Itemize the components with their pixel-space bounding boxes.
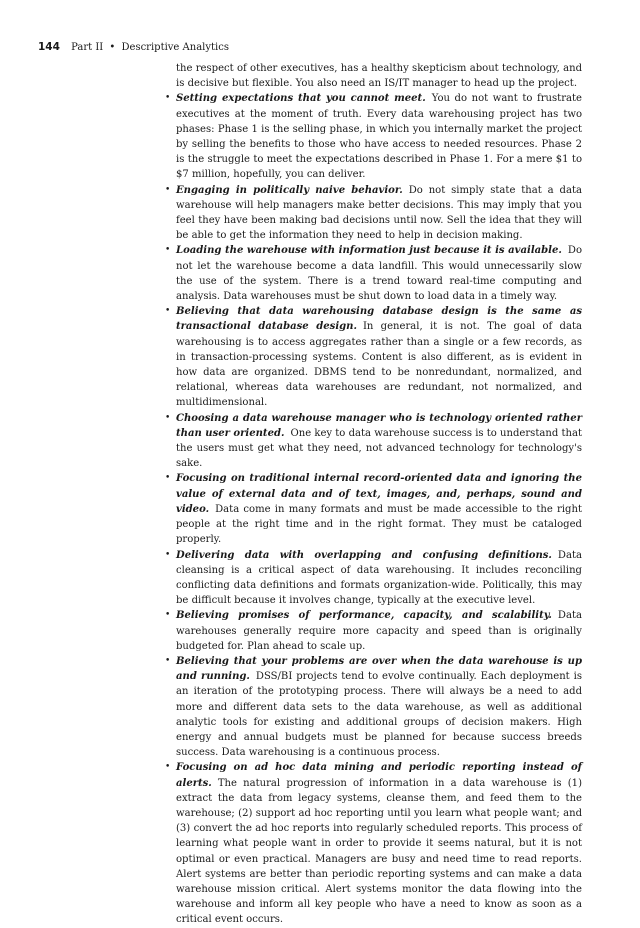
bullet-icon: • [165, 473, 171, 484]
pitfall-title: Choosing a data warehouse manager who is technology oriented rather than user oriented. [176, 412, 582, 439]
pitfall-title: Loading the warehouse with information just because it is available. [176, 245, 562, 257]
pitfall-title: Setting expectations that you cannot meet. [176, 93, 426, 105]
pitfall-body: DSS/BI projects tend to evolve continually. Each deployment is an iteration of the prototyping process. There will always be a need to add more and different data sets to the data warehouse, as well as additional analytic tools for existing and additional groups of decision makers. High energy and annual budgets must be planned for because success breeds success. Data warehousing is a continuous process. [176, 671, 582, 759]
pitfall-body: Do not simply state that a data warehouse will help managers make better decisions. This may imply that you feel they have been making bad decisions until now. Sell the idea that they will be able to get the information they need to help in decision making. [176, 184, 582, 242]
pitfall-title: Focusing on traditional internal record-oriented data and ignoring the value of external data and of text, images, and, perhaps, sound and video. [176, 473, 582, 515]
pitfall-item [165, 91, 582, 182]
bullet-icon: • [165, 610, 171, 621]
pitfall-item [165, 304, 582, 410]
pitfall-item [165, 760, 582, 927]
pitfall-body: The natural progression of information in a data warehouse is (1) extract the data from legacy systems, cleanse them, and feed them to the warehouse; (2) support ad hoc reporting until you learn what people want; and (3) convert the ad hoc reports into regularly scheduled reports. This process of learning what people want in order to provide it seems natural, but it is not optimal or even practical. Managers are busy and need time to read reports. Alert systems are better than periodic reporting systems and can make a data warehouse mission critical. Alert systems monitor the data flowing into the warehouse and inform all key people who have a need to know as soon as a critical event occurs. [176, 777, 582, 926]
bullet-icon: • [165, 549, 171, 560]
pitfall-item [165, 471, 582, 547]
pitfall-title: Delivering data with overlapping and confusing definitions. [176, 549, 552, 561]
bullet-icon: • [165, 655, 171, 666]
pitfall-body: One key to data warehouse success is to understand that the users must get what they need, not advanced technology for technology's sake. [176, 427, 583, 470]
part-label: Part II [71, 42, 104, 53]
pitfall-body: Data come in many formats and must be made accessible to the right people at the right time and in the right format. They must be cataloged properly. [176, 503, 582, 546]
pitfall-title: Believing that data warehousing database design is the same as transactional database design. [176, 306, 582, 333]
pitfall-body: Do not let the warehouse become a data landfill. This would unnecessarily slow the use of the system. There is a trend toward real-time computing and analysis. Data warehouses must be shut down to load data in a timely way. [176, 245, 582, 303]
page-number: 144 [38, 41, 60, 53]
pitfall-item [165, 411, 583, 472]
bullet-icon: • [165, 184, 171, 195]
bullet-icon: • [165, 762, 171, 773]
intro-paragraph: the respect of other executives, has a healthy skepticism about technology, and is decisive but flexible. You also need an IS/IT manager to head up the project. [176, 63, 582, 90]
pitfall-item [165, 608, 582, 654]
pitfall-item [165, 243, 582, 304]
pitfall-body: You do not want to frustrate executives at the moment of truth. Every data warehousing project has two phases: Phase 1 is the selling phase, in which you internally market the project by selling the benefits to those who have access to needed resources. Phase 2 is the struggle to meet the expectations described in Phase 1. For a mere $1 to $7 million, hopefully, you can deliver. [176, 93, 582, 181]
pitfall-body: In general, it is not. The goal of data warehousing is to access aggregates rather than a single or a few records, as in transaction-processing systems. Content is also different, as is evident in how data are organized. DBMS tend to be nonredundant, normalized, and relational, whereas data warehouses are redundant, not normalized, and multidimensional. [176, 321, 582, 409]
pitfall-title: Believing that your problems are over when the data warehouse is up and running. [176, 655, 582, 683]
pitfall-list [165, 91, 583, 927]
pitfall-item [165, 548, 582, 609]
pitfall-item [165, 183, 582, 244]
header-separator: • [109, 42, 116, 53]
bullet-icon: • [165, 245, 171, 256]
pitfall-title: Engaging in politically naive behavior. [176, 184, 403, 196]
pitfall-title: Believing promises of performance, capacity, and scalability. [176, 610, 552, 622]
bullet-icon: • [165, 306, 171, 317]
pitfall-body: Data cleansing is a critical aspect of data warehousing. It includes reconciling conflicting data definitions and formats organization-wide. Politically, this may be difficult because it involves change, typically at the executive level. [176, 549, 582, 607]
pitfall-title: Focusing on ad hoc data mining and periodic reporting instead of alerts. [176, 762, 582, 789]
pitfall-body: Data warehouses generally require more capacity and speed than is originally budgeted for. Plan ahead to scale up. [176, 610, 582, 652]
pitfall-item [165, 654, 582, 760]
page-body [165, 61, 583, 928]
page-header [38, 40, 229, 55]
bullet-icon: • [165, 93, 171, 104]
section-label: Descriptive Analytics [121, 42, 229, 53]
bullet-icon: • [165, 412, 171, 423]
